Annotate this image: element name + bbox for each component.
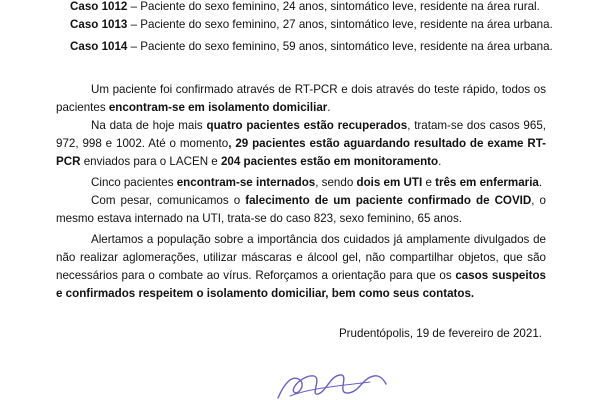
- case-id: Caso 1014: [70, 40, 128, 53]
- paragraph-death: Com pesar, comunicamos o falecimento de um paciente confirmado de COVID, o mesmo estava internado na UTI, trata-se do caso 823, sexo feminino, 65 anos.: [56, 194, 546, 225]
- case-line-1013: [70, 18, 553, 32]
- signature-icon: [270, 366, 390, 400]
- paragraph-confirmation: Um paciente foi confirmado através de RT-PCR e dois através do teste rápido, todos os pacientes encontram-se em isolamento domiciliar.: [56, 83, 546, 114]
- case-description: – Paciente do sexo feminino, 24 anos, sintomático leve, residente na área rural.: [127, 0, 540, 13]
- case-id: Caso 1012: [70, 0, 128, 13]
- paragraph-recovered: Na data de hoje mais quatro pacientes estão recuperados, tratam-se dos casos 965, 972, 998 e 1002. Até o momento, 29 pacientes estão aguardando resultado de exame RT-PCR enviados para o LACEN e 204 pacientes estão em monitoramento.: [56, 119, 547, 168]
- paragraph-hospitalized: Cinco pacientes encontram-se internados, sendo dois em UTI e três em enfermaria.: [91, 176, 543, 189]
- paragraph-alert: Alertamos a população sobre a importância dos cuidados já amplamente divulgados de não realizar aglomerações, utilizar máscaras e álcool gel, não compartilhar objetos, que são necessários para o combate ao vírus. Reforçamos a orientação para que os casos suspeitos e confirmados respeitem o isolamento domiciliar, bem como seus contatos.: [56, 233, 546, 300]
- case-line-1014: [70, 40, 553, 54]
- case-description: – Paciente do sexo feminino, 59 anos, sintomático leve, residente na área urbana.: [127, 40, 553, 53]
- case-description: – Paciente do sexo feminino, 27 anos, sintomático leve, residente na área urbana.: [127, 18, 553, 31]
- case-id: Caso 1013: [70, 18, 128, 31]
- date-line: Prudentópolis, 19 de fevereiro de 2021.: [338, 327, 542, 340]
- case-line-1012: [70, 0, 550, 14]
